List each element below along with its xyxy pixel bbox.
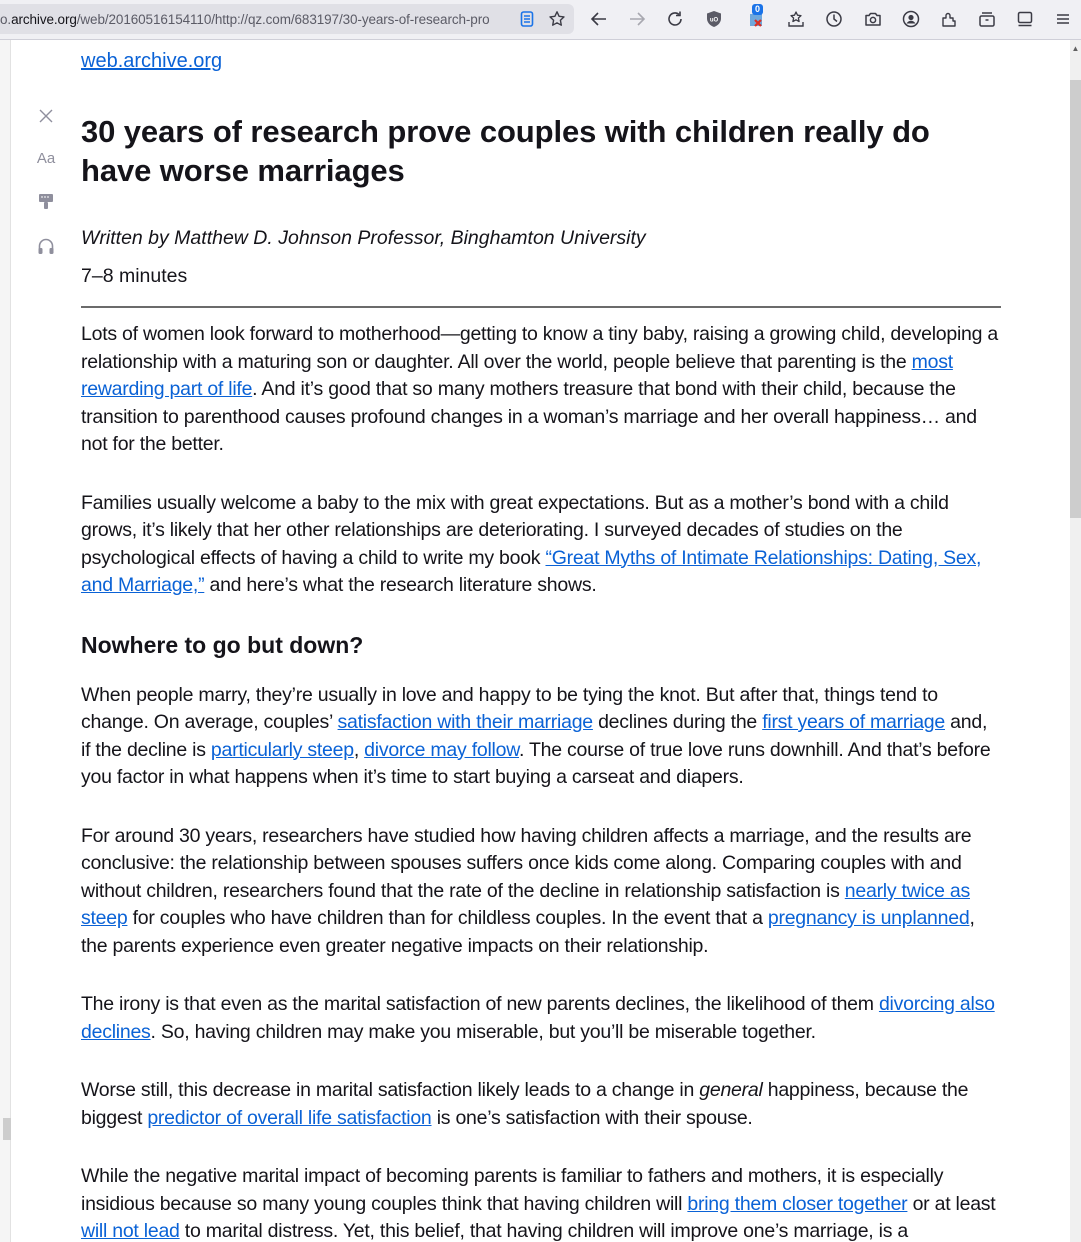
bookmark-star-icon[interactable] — [547, 9, 567, 29]
link-divorce-may-follow[interactable]: divorce may follow — [364, 738, 519, 761]
text: . The course of true love runs downhill. And that’s before you factor in what happens when it’s time to start buying a carseat and diapers. — [81, 738, 991, 788]
link-most-rewarding[interactable]: most rewarding part of life — [81, 350, 953, 400]
screenshot-icon[interactable] — [862, 8, 884, 30]
text: For around 30 years, researchers have studied how having children affects a marriage, and the results are conclusive: the relationship between spouses suffers once kids come along. Comparing couples with and without children, researchers found that the rate of the decline in relationship satisfaction is — [81, 824, 972, 902]
history-icon[interactable] — [823, 8, 845, 30]
back-button[interactable] — [588, 8, 610, 30]
text: or at least — [907, 1192, 996, 1215]
paragraph-2 — [81, 490, 1001, 600]
text: Worse still, this decrease in marital satisfaction likely leads to a change in — [81, 1079, 700, 1101]
link-nearly-twice[interactable]: nearly twice as steep — [81, 879, 970, 929]
listen-button[interactable] — [30, 230, 62, 262]
text: Families usually welcome a baby to the mix with great expectations. But as a mother’s bond with a child grows, it’s likely that her other relationships are deteriorating. I surveyed decades of studies on the psychological effects of having a child to write my book — [81, 491, 949, 569]
reader-view-icon[interactable] — [517, 9, 537, 29]
link-particularly-steep[interactable]: particularly steep — [210, 738, 354, 761]
text: , the parents experience even greater negative impacts on their relationship. — [81, 907, 975, 957]
account-icon[interactable] — [900, 8, 922, 30]
section-heading: Nowhere to go but down? — [81, 631, 364, 658]
link-will-not-lead[interactable]: will not lead — [81, 1220, 180, 1242]
article-content — [81, 321, 1001, 1242]
text: Lots of women look forward to motherhood—getting to know a tiny baby, raising a growing child, developing a relationship with a maturing son or daughter. All over the world, people believe that parenting is the — [81, 323, 999, 373]
svg-text:uO: uO — [709, 17, 719, 24]
extensions-icon[interactable] — [938, 8, 960, 30]
address-bar[interactable] — [0, 4, 574, 34]
text: to marital distress. Yet, this belief, that having children will improve one’s marriage, is a — [179, 1220, 908, 1242]
paragraph-7 — [81, 1163, 1001, 1242]
text: and here’s what the research literature shows. — [204, 574, 597, 596]
extension-badge-icon[interactable] — [746, 4, 768, 30]
url-prefix: o. — [0, 11, 12, 27]
link-predictor-life-satisfaction[interactable]: predictor of overall life satisfaction — [147, 1106, 432, 1129]
paragraph-5 — [81, 991, 1001, 1046]
text: The irony is that even as the marital satisfaction of new parents declines, the likelihood of them — [81, 993, 879, 1015]
paragraph-1 — [81, 321, 1001, 459]
paragraph-3 — [81, 682, 1001, 792]
browser-toolbar — [0, 0, 1081, 40]
forward-button[interactable] — [626, 8, 648, 30]
scroll-up-arrow[interactable]: ▲ — [1071, 43, 1080, 53]
text: happiness, because the biggest — [81, 1079, 969, 1129]
text: for couples who have children than for childless couples. In the event that a — [127, 907, 768, 929]
link-first-years[interactable]: first years of marriage — [762, 711, 945, 733]
reader-article — [81, 48, 1001, 1242]
text: declines during the — [592, 711, 763, 733]
ublock-origin-icon[interactable] — [703, 8, 725, 30]
emphasis: general — [699, 1079, 763, 1101]
paragraph-6 — [81, 1077, 1001, 1132]
close-reader-button[interactable] — [30, 100, 62, 132]
left-sidebar-edge — [0, 40, 11, 1242]
url-host: archive.org — [11, 11, 77, 27]
link-pregnancy-unplanned[interactable]: pregnancy is unplanned — [767, 907, 970, 929]
url-text[interactable] — [0, 12, 508, 27]
scrollbar-thumb[interactable] — [1070, 80, 1081, 518]
containers-icon[interactable] — [976, 8, 998, 30]
text: , — [353, 738, 365, 761]
text: is one’s satisfaction with their spouse. — [431, 1106, 753, 1129]
type-controls-button[interactable] — [30, 142, 62, 174]
save-to-pocket-icon[interactable] — [785, 8, 807, 30]
link-divorcing-declines[interactable]: divorcing also declines — [81, 993, 995, 1043]
headphones-icon — [37, 237, 55, 255]
reading-time: 7–8 minutes — [81, 265, 188, 287]
text: While the negative marital impact of becoming parents is familiar to fathers and mothers, it is especially insidious because so many young couples think that having children will — [81, 1165, 944, 1215]
sidebar-icon[interactable] — [1014, 8, 1036, 30]
vertical-scrollbar[interactable] — [1070, 40, 1081, 1242]
paintbrush-icon — [38, 193, 54, 211]
left-scroll-thumb[interactable] — [3, 1118, 11, 1140]
paragraph-4 — [81, 823, 1001, 961]
url-path: /web/20160516154110/http://qz.com/683197/30-years-of-research-pro — [76, 11, 490, 27]
header-divider — [81, 306, 1001, 308]
extension-badge-count: 0 — [752, 4, 763, 15]
link-great-myths-book[interactable]: “Great Myths of Intimate Relationships: Dating, Sex, and Marriage,” — [81, 546, 982, 596]
source-domain-link[interactable]: web.archive.org — [81, 50, 223, 72]
article-title: 30 years of research prove couples with children really do have worse marriages — [81, 114, 930, 188]
type-controls-label: Aa — [36, 149, 56, 167]
text: . And it’s good that so many mothers treasure that bond with their child, because the transition to parenthood causes profound changes in a woman’s marriage and her overall happiness… and not for the better. — [81, 378, 977, 455]
link-satisfaction-marriage[interactable]: satisfaction with their marriage — [337, 711, 593, 733]
text: When people marry, they’re usually in love and happy to be tying the knot. But after that, things tend to change. On average, couples’ — [81, 683, 938, 733]
reload-button[interactable] — [664, 8, 686, 30]
article-byline: Written by Matthew D. Johnson Professor, Binghamton University — [81, 227, 646, 249]
text: and, if the decline is — [81, 711, 988, 761]
link-closer-together[interactable]: bring them closer together — [687, 1192, 908, 1215]
theme-button[interactable] — [30, 186, 62, 218]
menu-icon[interactable] — [1052, 8, 1074, 30]
text: . So, having children may make you miserable, but you’ll be miserable together. — [150, 1020, 816, 1043]
close-icon — [38, 108, 54, 124]
